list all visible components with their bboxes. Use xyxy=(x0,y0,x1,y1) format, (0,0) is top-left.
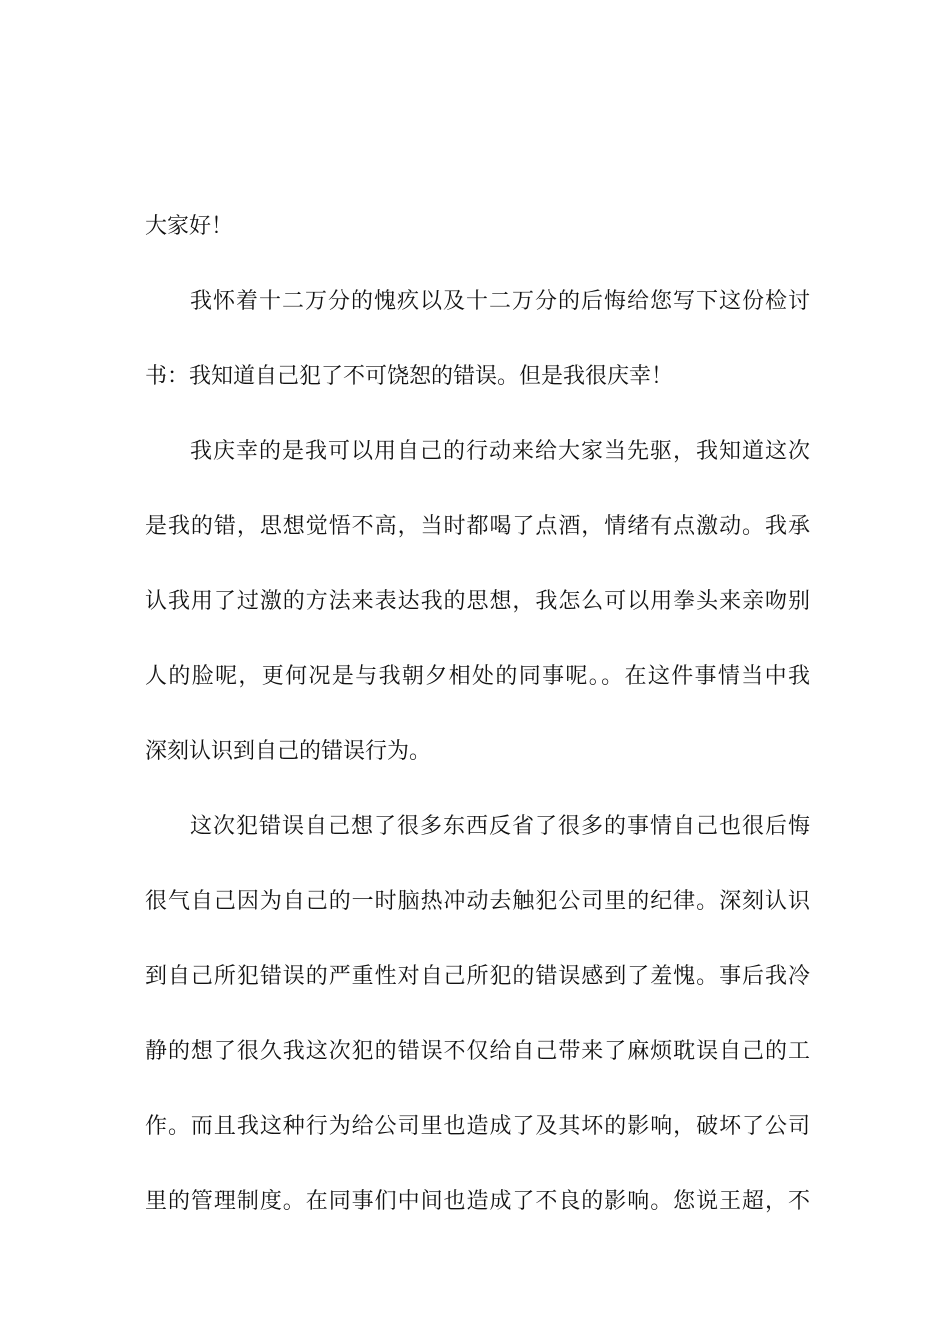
paragraph-3-line-2: 很气自己因为自己的一时脑热冲动去触犯公司里的纪律。深刻认识 xyxy=(145,889,810,914)
paragraph-3-line-3: 到自己所犯错误的严重性对自己所犯的错误感到了羞愧。事后我冷 xyxy=(145,964,810,989)
paragraph-2-line-3: 认我用了过激的方法来表达我的思想，我怎么可以用拳头来亲吻别 xyxy=(145,589,810,614)
paragraph-2-line-4: 人的脸呢，更何况是与我朝夕相处的同事呢。。在这件事情当中我 xyxy=(145,664,810,689)
paragraph-2-line-5: 深刻认识到自己的错误行为。 xyxy=(145,739,432,764)
greeting-line: 大家好！ xyxy=(145,214,234,239)
paragraph-3-line-6: 里的管理制度。在同事们中间也造成了不良的影响。您说王超，不 xyxy=(145,1189,810,1214)
paragraph-1-line-1: 我怀着十二万分的愧疚以及十二万分的后悔给您写下这份检讨 xyxy=(190,289,810,314)
paragraph-1-line-2: 书：我知道自己犯了不可饶恕的错误。但是我很庆幸！ xyxy=(145,364,674,389)
paragraph-2-line-1: 我庆幸的是我可以用自己的行动来给大家当先驱，我知道这次 xyxy=(190,439,810,464)
paragraph-3-line-5: 作。而且我这种行为给公司里也造成了及其坏的影响，破坏了公司 xyxy=(145,1114,810,1139)
paragraph-3-line-1: 这次犯错误自己想了很多东西反省了很多的事情自己也很后悔 xyxy=(190,814,810,839)
paragraph-3-line-4: 静的想了很久我这次犯的错误不仅给自己带来了麻烦耽误自己的工 xyxy=(145,1039,810,1064)
paragraph-2-line-2: 是我的错，思想觉悟不高，当时都喝了点酒，情绪有点激动。我承 xyxy=(145,514,810,539)
